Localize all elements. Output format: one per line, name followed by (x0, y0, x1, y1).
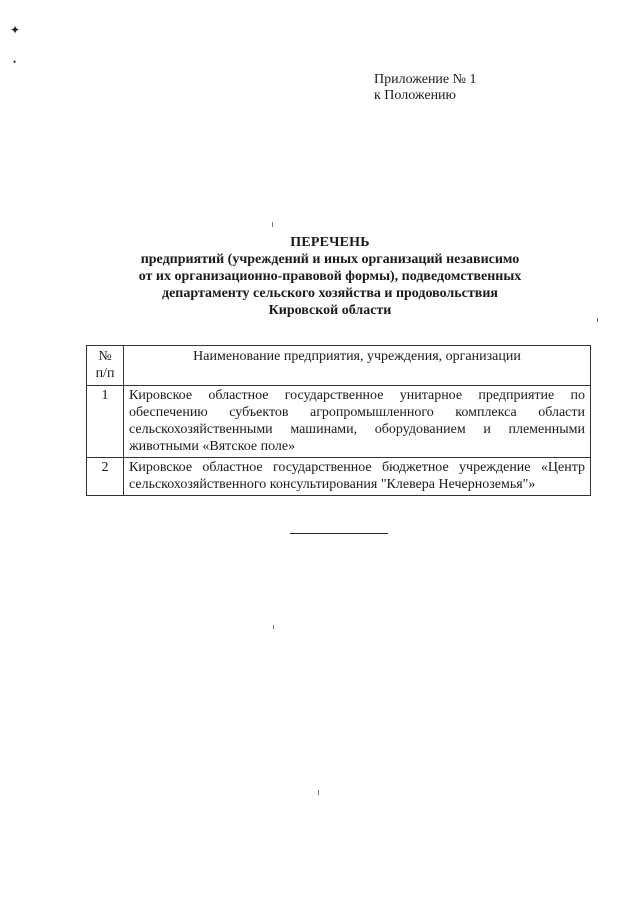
table-row (87, 386, 591, 458)
row-name: Кировское областное государственное бюджетное учреждение «Центр сельскохозяйственного консультирования "Клевера Нечерноземья"» (124, 458, 591, 496)
header-name: Наименование предприятия, учреждения, организации (124, 346, 591, 386)
row-number: 1 (87, 386, 124, 458)
scan-mark: ✦ (10, 23, 21, 37)
appendix-reference: к Положению (374, 88, 457, 103)
header-number: № п/п (87, 346, 124, 386)
scan-mark (273, 625, 274, 629)
table-header-row (87, 346, 591, 386)
document-heading (100, 234, 560, 319)
heading-line: департаменту сельского хозяйства и продовольствия (162, 286, 498, 301)
scan-mark (318, 790, 319, 795)
appendix-number: Приложение № 1 (374, 72, 477, 87)
heading-line: от их организационно-правовой формы), подведомственных (138, 269, 522, 284)
heading-line: Кировской области (268, 303, 392, 318)
scan-mark (272, 222, 273, 227)
heading-line: предприятий (учреждений и иных организаций независимо (140, 252, 520, 267)
organizations-table (86, 345, 591, 496)
scan-mark (597, 318, 598, 322)
scan-mark: • (13, 57, 17, 67)
row-name: Кировское областное государственное унитарное предприятие по обеспечению субъектов агропромышленного комплекса области сельскохозяйственными машинами, оборудованием и племенными животными «Вятское поле» (124, 386, 591, 458)
table-row (87, 458, 591, 496)
document-title: ПЕРЕЧЕНЬ (290, 235, 370, 250)
closing-rule (290, 533, 388, 534)
row-number: 2 (87, 458, 124, 496)
appendix-note (374, 72, 477, 104)
